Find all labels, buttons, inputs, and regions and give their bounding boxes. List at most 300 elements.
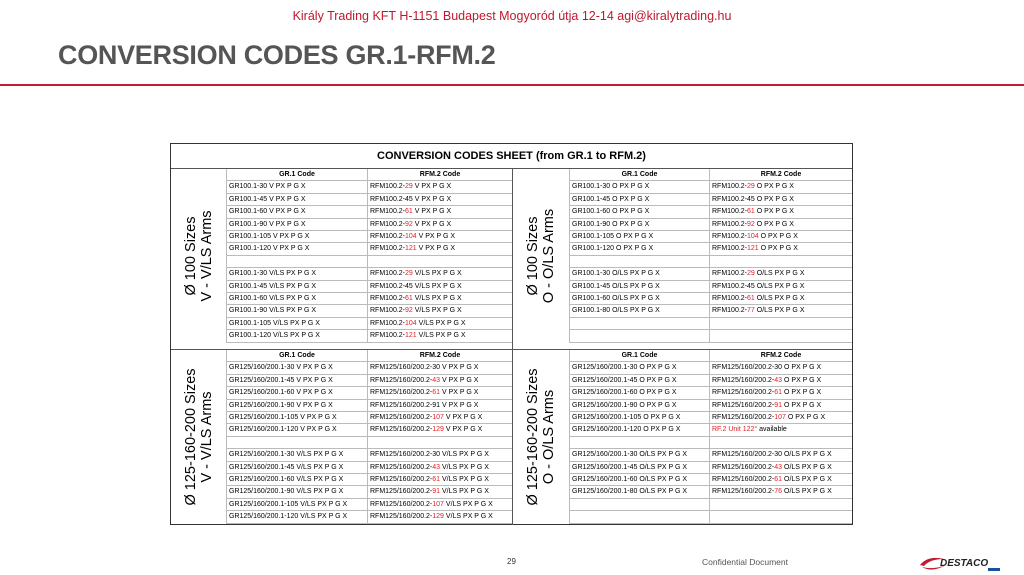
rfm-code-suffix: V/LS PX P G X <box>443 500 493 508</box>
rfm-code-cell <box>367 305 512 317</box>
gr-code-cell: GR125/160/200.1-80 O/LS PX P G X <box>569 486 709 498</box>
table-row <box>226 181 512 193</box>
rfm-code-cell <box>367 499 512 511</box>
rfm-code-prefix: RFM125/160/200.2-91 V PX P G X <box>370 401 479 409</box>
rfm-code-suffix: V/LS PX P G X <box>440 463 489 471</box>
table-row <box>569 293 852 305</box>
rfm-code-cell <box>367 281 512 293</box>
gr-code-cell: GR125/160/200.1-105 V PX P G X <box>226 412 367 424</box>
table-row <box>226 318 512 330</box>
table-row <box>569 375 852 387</box>
size-label: Ø 100 Sizes <box>182 216 199 296</box>
table-row <box>226 499 512 511</box>
rfm-code-prefix: RFM100.2-45 O/LS PX P G X <box>712 282 805 290</box>
rfm-code-prefix: RFM100.2- <box>370 233 406 240</box>
rfm-code-cell <box>367 462 512 474</box>
gr-code-header: GR.1 Code <box>569 350 709 362</box>
rfm-code-suffix: O PX P G X <box>758 233 798 240</box>
gr-code-cell: GR100.1-30 V PX P G X <box>226 181 367 193</box>
rfm-code-prefix: RFM100.2- <box>712 245 748 253</box>
table-header-row <box>569 169 852 181</box>
rfm-code-changed-value: 61 <box>747 295 755 302</box>
rfm-code-prefix: RFM100.2- <box>370 332 406 340</box>
gr-code-cell: GR125/160/200.1-45 O/LS PX P G X <box>569 462 709 474</box>
rfm-code-cell <box>709 462 852 474</box>
rfm-code-cell <box>367 362 512 374</box>
rfm-code-changed-value: 104 <box>405 233 417 240</box>
table-row <box>226 281 512 293</box>
gr-code-cell: GR125/160/200.1-105 O PX P G X <box>569 412 709 424</box>
rfm-code-changed-value: 129 <box>432 513 444 521</box>
table-row <box>569 449 852 461</box>
rfm-code-prefix: RFM125/160/200.2- <box>712 476 775 483</box>
table-row <box>226 449 512 461</box>
rfm-code-suffix: O/LS PX P G X <box>782 463 832 471</box>
table-row <box>226 362 512 374</box>
rfm-code-cell <box>709 424 852 436</box>
gr-code-cell: GR100.1-45 O/LS PX P G X <box>569 281 709 293</box>
company-header-line: Király Trading KFT H-1151 Budapest Mogyoród útja 12-14 agi@kiralytrading.hu <box>292 9 732 23</box>
table-row <box>226 243 512 255</box>
rfm-code-suffix: O PX P G X <box>782 401 822 409</box>
rfm-code-cell <box>367 375 512 387</box>
rfm-code-prefix: RFM125/160/200.2-30 V PX P G X <box>370 364 479 372</box>
rfm-code-changed-value: 29 <box>747 270 755 278</box>
rfm-code-suffix: O PX P G X <box>754 220 794 228</box>
gr-code-cell: GR125/160/200.1-120 V/LS PX P G X <box>226 511 367 523</box>
gr-code-cell: GR125/160/200.1-45 O PX P G X <box>569 375 709 387</box>
rfm-code-cell <box>367 206 512 218</box>
table-row <box>226 268 512 280</box>
rfm-code-prefix: RFM125/160/200.2- <box>712 389 775 397</box>
rfm-code-prefix: RFM125/160/200.2-30 V/LS PX P G X <box>370 451 489 459</box>
rfm-code-suffix: O/LS PX P G X <box>754 270 805 278</box>
rfm-code-cell <box>709 243 852 255</box>
gr-code-cell: GR100.1-45 O PX P G X <box>569 194 709 206</box>
rfm-code-cell <box>709 231 852 243</box>
gr-code-cell: GR125/160/200.1-90 V PX P G X <box>226 400 367 412</box>
gr-code-cell: GR125/160/200.1-60 V PX P G X <box>226 387 367 399</box>
arms-label: O - O/LS Arms <box>540 208 557 303</box>
gr-code-cell: GR125/160/200.1-105 V/LS PX P G X <box>226 499 367 511</box>
rfm-code-prefix: RFM100.2- <box>712 220 748 228</box>
rfm-code-prefix: RFM100.2- <box>370 183 406 191</box>
table-row <box>569 462 852 474</box>
rfm-code-cell <box>367 219 512 231</box>
table-row <box>569 499 852 511</box>
rfm-code-cell <box>367 424 512 436</box>
rfm-code-prefix: RFM125/160/200.2- <box>370 376 433 384</box>
rfm-code-header: RFM.2 Code <box>367 169 512 181</box>
gr-code-cell: GR125/160/200.1-30 V/LS PX P G X <box>226 449 367 461</box>
gr-code-cell: GR100.1-60 O/LS PX P G X <box>569 293 709 305</box>
gr-code-cell <box>569 511 709 523</box>
rfm-code-prefix: RFM100.2- <box>712 183 748 191</box>
rfm-code-changed-value: 61 <box>405 208 413 216</box>
table-row <box>569 412 852 424</box>
gr-code-cell: GR125/160/200.1-30 O/LS PX P G X <box>569 449 709 461</box>
rfm-code-changed-value: 121 <box>405 245 417 253</box>
table-row <box>569 256 852 268</box>
rfm-code-cell <box>709 486 852 498</box>
rfm-code-cell <box>367 231 512 243</box>
gr-code-cell: GR125/160/200.1-45 V/LS PX P G X <box>226 462 367 474</box>
rfm-code-cell <box>709 281 852 293</box>
gr-code-cell: GR100.1-90 V/LS PX P G X <box>226 305 367 317</box>
rfm-code-suffix: O PX P G X <box>754 183 794 191</box>
rfm-code-changed-value: 76 <box>774 488 783 496</box>
table-row <box>226 474 512 486</box>
table-header-row <box>569 350 852 362</box>
rfm-code-cell <box>709 219 852 231</box>
gr-code-cell <box>569 318 709 330</box>
table-row <box>569 268 852 280</box>
gr-code-cell: GR125/160/200.1-60 V/LS PX P G X <box>226 474 367 486</box>
gr-code-cell: GR100.1-80 O/LS PX P G X <box>569 305 709 317</box>
rfm-code-suffix: O PX P G X <box>785 414 826 421</box>
rfm-code-prefix: RFM125/160/200.2- <box>370 488 433 496</box>
rfm-code-cell <box>367 243 512 255</box>
page-title: CONVERSION CODES GR.1-RFM.2 <box>58 40 496 70</box>
block-divider-vertical <box>512 169 513 525</box>
gr-code-cell <box>226 256 367 268</box>
rfm-code-changed-value: 77 <box>747 307 755 315</box>
rfm-code-suffix: O/LS PX P G X <box>754 307 805 315</box>
rfm-code-cell <box>367 330 512 342</box>
rfm-code-suffix: O PX P G X <box>758 245 798 253</box>
rfm-code-cell <box>709 318 852 330</box>
table-row <box>226 400 512 412</box>
gr-code-header: GR.1 Code <box>226 350 367 362</box>
rfm-code-suffix: O PX P G X <box>782 376 822 384</box>
rfm-code-prefix: RFM125/160/200.2- <box>370 389 433 397</box>
rfm-code-prefix: RFM100.2- <box>712 270 748 278</box>
rfm-code-suffix: V PX P G X <box>440 389 479 397</box>
rfm-code-prefix: RFM100.2- <box>370 295 406 302</box>
gr-code-cell: GR125/160/200.1-30 V PX P G X <box>226 362 367 374</box>
rfm-code-cell <box>709 305 852 317</box>
table-row <box>226 194 512 206</box>
rfm-code-changed-value: 61 <box>432 476 441 483</box>
rfm-code-suffix: V/LS PX P G X <box>412 307 462 315</box>
rfm-code-changed-value: RF.2 Unit 122° <box>712 426 758 434</box>
rfm-code-changed-value: 92 <box>405 307 413 315</box>
rfm-code-prefix: RFM125/160/200.2- <box>712 401 775 409</box>
table-row <box>569 330 852 342</box>
gr-code-cell: GR125/160/200.1-90 O PX P G X <box>569 400 709 412</box>
rfm-code-suffix: V PX P G X <box>443 426 483 434</box>
rfm-code-cell <box>709 375 852 387</box>
gr-code-cell: GR100.1-60 O PX P G X <box>569 206 709 218</box>
logo-text: DESTACO <box>940 558 989 569</box>
page-number: 29 <box>507 557 516 566</box>
rfm-code-cell <box>367 412 512 424</box>
rfm-code-cell <box>709 437 852 449</box>
gr-code-cell: GR125/160/200.1-60 O/LS PX P G X <box>569 474 709 486</box>
rfm-code-suffix: O PX P G X <box>754 208 794 216</box>
block-label-text <box>183 368 215 505</box>
rfm-code-prefix: RFM100.2- <box>370 307 406 315</box>
rfm-code-prefix: RFM125/160/200.2- <box>370 476 433 483</box>
rfm-code-cell <box>367 256 512 268</box>
gr-code-cell: GR100.1-90 O PX P G X <box>569 219 709 231</box>
rfm-code-prefix: RFM100.2- <box>712 307 748 315</box>
rfm-code-cell <box>367 387 512 399</box>
rfm-code-suffix: V PX P G X <box>416 245 456 253</box>
rfm-code-suffix: O/LS PX P G X <box>754 295 805 302</box>
rfm-code-changed-value: 61 <box>405 295 413 302</box>
rfm-code-changed-value: 29 <box>405 183 413 191</box>
table-row <box>569 400 852 412</box>
rfm-code-header: RFM.2 Code <box>709 169 852 181</box>
rfm-code-cell <box>367 437 512 449</box>
table-row <box>226 511 512 523</box>
rfm-code-changed-value: 61 <box>747 208 755 216</box>
rfm-code-prefix: RFM125/160/200.2- <box>370 463 433 471</box>
rfm-code-changed-value: 92 <box>747 220 755 228</box>
rfm-code-changed-value: 91 <box>432 488 441 496</box>
rfm-code-changed-value: 43 <box>774 376 783 384</box>
gr-code-cell: GR100.1-120 V PX P G X <box>226 243 367 255</box>
rfm-code-changed-value: 121 <box>747 245 759 253</box>
rfm-code-suffix: V/LS PX P G X <box>440 476 489 483</box>
rfm-code-cell <box>709 387 852 399</box>
rfm-code-changed-value: 104 <box>405 319 417 327</box>
arms-label: O - O/LS Arms <box>540 389 557 484</box>
rfm-code-prefix: RFM100.2- <box>712 208 748 216</box>
rfm-code-prefix: RFM100.2- <box>370 319 406 327</box>
gr-code-cell <box>569 499 709 511</box>
table-row <box>226 387 512 399</box>
table-row <box>569 362 852 374</box>
gr-code-cell: GR100.1-45 V/LS PX P G X <box>226 281 367 293</box>
arms-label: V - V/LS Arms <box>198 210 215 302</box>
gr-code-cell: GR125/160/200.1-60 O PX P G X <box>569 387 709 399</box>
rfm-code-suffix: V/LS PX P G X <box>412 295 462 302</box>
rfm-code-prefix: RFM125/160/200.2- <box>370 414 433 421</box>
gr-code-cell: GR125/160/200.1-90 V/LS PX P G X <box>226 486 367 498</box>
table-row <box>569 243 852 255</box>
rfm-code-prefix: RFM100.2- <box>370 245 406 253</box>
table-row <box>226 462 512 474</box>
rfm-code-cell <box>709 474 852 486</box>
rfm-code-prefix: RFM100.2- <box>712 233 748 240</box>
table-row <box>226 486 512 498</box>
table-row <box>226 437 512 449</box>
gr-code-cell: GR100.1-30 O/LS PX P G X <box>569 268 709 280</box>
rfm-code-prefix: RFM100.2-45 V/LS PX P G X <box>370 282 462 290</box>
rfm-code-header: RFM.2 Code <box>367 350 512 362</box>
rfm-code-cell <box>367 268 512 280</box>
confidential-label: Confidential Document <box>702 557 788 567</box>
gr-code-cell: GR125/160/200.1-120 O PX P G X <box>569 424 709 436</box>
rfm-code-changed-value: 91 <box>774 401 783 409</box>
rfm-code-changed-value: 29 <box>405 270 413 278</box>
gr-code-cell: GR100.1-60 V/LS PX P G X <box>226 293 367 305</box>
table-row <box>569 281 852 293</box>
block-label-text <box>525 209 557 303</box>
gr-code-cell: GR100.1-30 V/LS PX P G X <box>226 268 367 280</box>
gr-code-cell: GR100.1-45 V PX P G X <box>226 194 367 206</box>
table-row <box>569 387 852 399</box>
conversion-sheet <box>170 143 853 525</box>
rfm-code-cell <box>709 194 852 206</box>
rfm-code-cell <box>367 511 512 523</box>
rfm-code-suffix: O PX P G X <box>782 389 822 397</box>
rfm-code-changed-value: 129 <box>432 426 444 434</box>
table-row <box>569 511 852 523</box>
size-label: Ø 125-160-200 Sizes <box>524 368 541 506</box>
size-label: Ø 100 Sizes <box>524 216 541 296</box>
arms-label: V - V/LS Arms <box>198 391 215 483</box>
rfm-code-prefix: RFM100.2- <box>712 295 748 302</box>
table-row <box>226 412 512 424</box>
rfm-code-suffix: V/LS PX P G X <box>443 513 493 521</box>
block-divider-horizontal <box>171 349 852 350</box>
rfm-code-cell <box>709 362 852 374</box>
table-row <box>569 305 852 317</box>
rfm-code-changed-value: 29 <box>747 183 755 191</box>
table-row <box>569 206 852 218</box>
table-header-row <box>226 169 512 181</box>
gr-code-cell <box>569 256 709 268</box>
table-header-row <box>226 350 512 362</box>
gr-code-cell: GR100.1-60 V PX P G X <box>226 206 367 218</box>
gr-code-cell: GR100.1-120 O PX P G X <box>569 243 709 255</box>
rfm-code-changed-value: 61 <box>774 476 783 483</box>
rfm-code-prefix: RFM125/160/200.2- <box>712 488 775 496</box>
gr-code-cell: GR100.1-105 V PX P G X <box>226 231 367 243</box>
rfm-code-suffix: V PX P G X <box>416 233 456 240</box>
gr-code-cell: GR125/160/200.1-30 O PX P G X <box>569 362 709 374</box>
rfm-code-prefix: RFM100.2- <box>370 220 406 228</box>
rfm-code-cell <box>367 293 512 305</box>
table-row <box>569 231 852 243</box>
rfm-code-changed-value: 104 <box>747 233 759 240</box>
rfm-code-cell <box>709 400 852 412</box>
rfm-code-cell <box>709 206 852 218</box>
rfm-code-cell <box>709 181 852 193</box>
rfm-code-prefix: RFM125/160/200.2- <box>370 500 433 508</box>
gr-code-cell: GR100.1-120 V/LS PX P G X <box>226 330 367 342</box>
rfm-code-changed-value: 121 <box>405 332 417 340</box>
gr-code-header: GR.1 Code <box>569 169 709 181</box>
rfm-code-changed-value: 107 <box>432 500 444 508</box>
block-label-text <box>183 210 215 301</box>
table-row <box>226 231 512 243</box>
rfm-code-cell <box>709 499 852 511</box>
rfm-code-cell <box>367 181 512 193</box>
table-row <box>569 181 852 193</box>
table-row <box>226 256 512 268</box>
table-row <box>569 318 852 330</box>
rfm-code-prefix: RFM125/160/200.2- <box>712 463 775 471</box>
rfm-code-prefix: RFM100.2-45 O PX P G X <box>712 195 794 203</box>
table-row <box>569 437 852 449</box>
gr-code-cell <box>569 330 709 342</box>
rfm-code-suffix: O/LS PX P G X <box>782 488 832 496</box>
rfm-code-cell <box>709 256 852 268</box>
rfm-code-prefix: RFM125/160/200.2- <box>712 414 775 421</box>
rfm-code-cell <box>709 412 852 424</box>
rfm-code-cell <box>709 330 852 342</box>
rfm-code-suffix: V PX P G X <box>412 208 452 216</box>
gr-code-cell <box>569 437 709 449</box>
rfm-code-cell <box>367 474 512 486</box>
rfm-code-prefix: RFM125/160/200.2- <box>712 376 775 384</box>
rfm-code-changed-value: 61 <box>774 389 783 397</box>
gr-code-header: GR.1 Code <box>226 169 367 181</box>
rfm-code-cell <box>367 449 512 461</box>
rfm-code-cell <box>367 400 512 412</box>
table-row <box>226 424 512 436</box>
rfm-code-suffix: V PX P G X <box>440 376 479 384</box>
gr-code-cell: GR100.1-30 O PX P G X <box>569 181 709 193</box>
rfm-code-suffix: V/LS PX P G X <box>416 332 466 340</box>
table-row <box>569 424 852 436</box>
rfm-code-changed-value: 107 <box>432 414 444 421</box>
rfm-code-suffix: V PX P G X <box>412 220 452 228</box>
rfm-code-cell <box>709 293 852 305</box>
rfm-code-cell <box>367 486 512 498</box>
rfm-code-changed-value: 43 <box>774 463 783 471</box>
rfm-code-suffix: V/LS PX P G X <box>440 488 489 496</box>
rfm-code-prefix: RFM100.2-45 V PX P G X <box>370 195 452 203</box>
rfm-code-suffix: V/LS PX P G X <box>412 270 462 278</box>
table-row <box>569 474 852 486</box>
table-row <box>226 330 512 342</box>
gr-code-cell <box>226 437 367 449</box>
rfm-code-prefix: RFM125/160/200.2- <box>370 513 433 521</box>
table-row <box>226 206 512 218</box>
rfm-code-suffix: O/LS PX P G X <box>782 476 832 483</box>
table-row <box>226 305 512 317</box>
table-row <box>226 219 512 231</box>
rfm-code-changed-value: 92 <box>405 220 413 228</box>
rfm-code-cell <box>367 318 512 330</box>
rfm-code-prefix: RFM125/160/200.2-30 O/LS PX P G X <box>712 451 832 459</box>
size-label: Ø 125-160-200 Sizes <box>182 368 199 506</box>
gr-code-cell: GR125/160/200.1-45 V PX P G X <box>226 375 367 387</box>
rfm-code-suffix: V PX P G X <box>412 183 452 191</box>
rfm-code-suffix: available <box>757 426 787 434</box>
rfm-code-prefix: RFM100.2- <box>370 208 406 216</box>
gr-code-cell: GR100.1-105 O PX P G X <box>569 231 709 243</box>
rfm-code-cell <box>709 511 852 523</box>
rfm-code-cell <box>367 194 512 206</box>
block-label-text <box>525 368 557 505</box>
sheet-title: CONVERSION CODES SHEET (from GR.1 to RFM.2) <box>171 144 852 169</box>
rfm-code-suffix: V PX P G X <box>443 414 483 421</box>
table-row <box>569 486 852 498</box>
table-row <box>569 219 852 231</box>
destaco-logo <box>918 553 1010 573</box>
rfm-code-cell <box>709 268 852 280</box>
rfm-code-cell <box>709 449 852 461</box>
table-row <box>226 293 512 305</box>
gr-code-cell: GR100.1-105 V/LS PX P G X <box>226 318 367 330</box>
rfm-code-changed-value: 43 <box>432 463 441 471</box>
rfm-code-changed-value: 43 <box>432 376 441 384</box>
gr-code-cell: GR100.1-90 V PX P G X <box>226 219 367 231</box>
table-row <box>569 194 852 206</box>
rfm-code-header: RFM.2 Code <box>709 350 852 362</box>
rfm-code-changed-value: 107 <box>774 414 786 421</box>
rfm-code-changed-value: 61 <box>432 389 441 397</box>
title-divider <box>0 84 1024 86</box>
rfm-code-prefix: RFM125/160/200.2-30 O PX P G X <box>712 364 822 372</box>
rfm-code-prefix: RFM125/160/200.2- <box>370 426 433 434</box>
